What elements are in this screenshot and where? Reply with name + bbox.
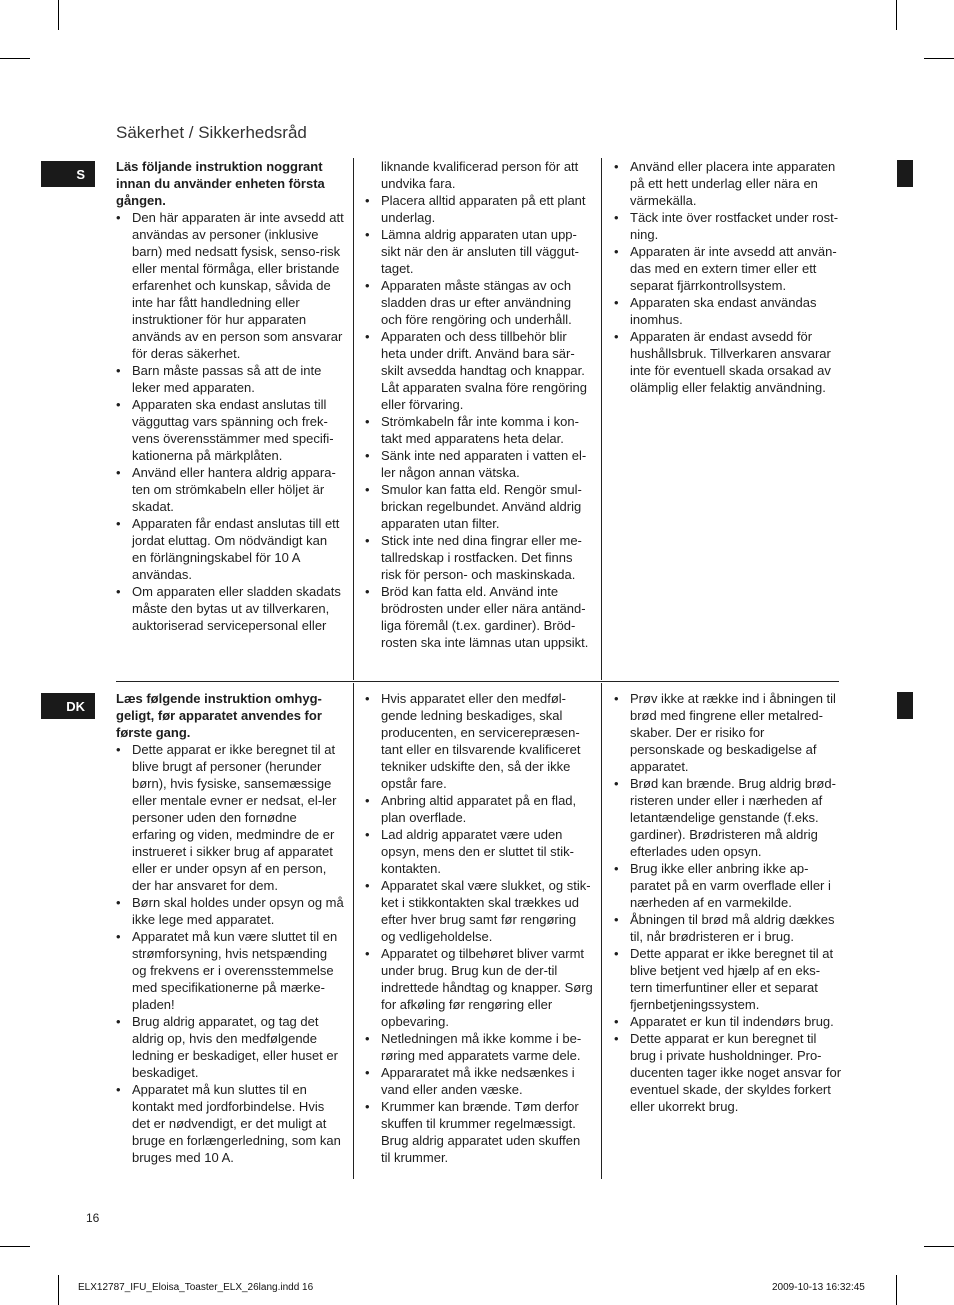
list-item: • Om apparaten eller sladden skadats måste den bytas ut av tillverkaren, auktoriserad servicepersonal eller — [116, 584, 341, 633]
column-divider — [601, 683, 602, 1179]
list-item: • Apparaten måste stängas av och sladden dras ur efter användning och före rengöring och underhåll. — [365, 278, 572, 327]
list-item: • Brød kan brænde. Brug aldrig brød-risteren under eller i nærheden af letantændelige genstande (f.eks. gardiner). Brødristeren må aldrig efterlades uden opsyn. — [614, 776, 836, 859]
page-number: 16 — [86, 1211, 100, 1225]
crop-mark — [58, 0, 59, 30]
column-divider — [353, 683, 354, 1179]
dk-column-3 — [614, 690, 842, 1115]
dk-column-1 — [116, 690, 344, 1166]
list-item: • Apparaten ska endast anslutas till vägguttag vars spänning och frek-vens överensstämmer med specifi-kationerna på märkplåten. — [116, 397, 334, 463]
edge-marker — [897, 160, 913, 187]
dk-intro: Læs følgende instruktion omhyg-geligt, før apparatet anvendes for første gang. — [116, 691, 322, 740]
list-item: • Apparatet skal være slukket, og stik-ket i stikkontakten skal trækkes ud efter hver brug samt før rengøring og vedligeholdelse. — [365, 878, 591, 944]
list-item: • Brug aldrig apparatet, og tag det aldrig op, hvis den medfølgende ledning er beskadiget, eller huset er beskadiget. — [116, 1014, 338, 1080]
language-tab-dk: DK — [41, 693, 95, 719]
page-title: Säkerhet / Sikkerhedsråd — [116, 123, 307, 142]
list-item: • Använd eller placera inte apparaten på ett hett underlag eller nära en värmekälla. — [614, 159, 836, 208]
crop-mark — [924, 58, 954, 59]
list-item: • Dette apparat er ikke beregnet til at blive brugt af personer (herunder børn), hvis fysiske, sansemæssige eller mentale evner er nedsat, el-ler personer uden den fornødne erfaring og viden, medmindre de er instrueret i sikker brug af apparatet eller er under opsyn af en person, der har ansvaret for dem. — [116, 742, 337, 893]
list-item: • Apparatet er kun til indendørs brug. — [614, 1014, 834, 1029]
sv-intro: Läs följande instruktion noggrant innan du använder enheten första gången. — [116, 159, 325, 208]
sv-column-2 — [365, 158, 593, 651]
list-item: • Stick inte ned dina fingrar eller me-tallredskap i rostfacken. Det finns risk för person- och maskinskada. — [365, 533, 582, 582]
crop-mark — [896, 0, 897, 30]
list-item: • Barn måste passas så att de inte leker med apparaten. — [116, 363, 322, 395]
sv-column-1 — [116, 158, 344, 634]
crop-mark — [0, 1246, 30, 1247]
crop-mark — [896, 1275, 897, 1305]
list-item: • Netledningen må ikke komme i be-røring med apparatets varme dele. — [365, 1031, 582, 1063]
list-item: • Apparaten får endast anslutas till ett jordat eluttag. Om nödvändigt kan en förlängningskabel för 10 A användas. — [116, 516, 340, 582]
sv-continuation: liknande kvalificerad person för att undvika fara. — [381, 159, 579, 191]
list-item: • Krummer kan brænde. Tøm derfor skuffen til krummer regelmæssigt. Brug aldrig apparatet uden skuffen til krummer. — [365, 1099, 581, 1165]
list-item: • Placera alltid apparaten på ett plant underlag. — [365, 193, 586, 225]
list-item: • Anbring altid apparatet på en flad, plan overflade. — [365, 793, 577, 825]
list-item: • Lämna aldrig apparaten utan upp-sikt när den är ansluten till väggut-taget. — [365, 227, 579, 276]
language-tab-sv: S — [41, 161, 95, 187]
list-item: • Apparaten är endast avsedd för hushållsbruk. Tillverkaren ansvarar inte för eventuell skada orsakad av olämplig eller felaktig användning. — [614, 329, 831, 395]
list-item: • Apparatet og tilbehøret bliver varmt under brug. Brug kun de der-til indrettede håndtag og knapper. Sørg for afkøling før rengøring eller opbevaring. — [365, 946, 593, 1029]
list-item: • Strömkabeln får inte komma i kon-takt med apparatens heta delar. — [365, 414, 579, 446]
footer-file-info: ELX12787_IFU_Eloisa_Toaster_ELX_26lang.indd 16 — [78, 1282, 314, 1293]
section-divider — [116, 681, 839, 682]
footer-timestamp: 2009-10-13 16:32:45 — [772, 1282, 865, 1293]
column-divider — [353, 158, 354, 680]
crop-mark — [58, 1275, 59, 1305]
list-item: • Børn skal holdes under opsyn og må ikke lege med apparatet. — [116, 895, 344, 927]
list-item: • Appararatet må ikke nedsænkes i vand eller anden væske. — [365, 1065, 575, 1097]
list-item: • Apparatet må kun sluttes til en kontakt med jordforbindelse. Hvis det er nødvendigt, er det muligt at bruge en forlængerledning, som kan bruges med 10 A. — [116, 1082, 341, 1165]
crop-mark — [0, 58, 30, 59]
list-item: • Använd eller hantera aldrig appara-ten om strömkabeln eller höljet är skadat. — [116, 465, 336, 514]
list-item: • Apparatet må kun være sluttet til en strømforsyning, hvis netspænding og frekvens er i overensstemmelse med specifikationerne på mærke-pladen! — [116, 929, 338, 1012]
dk-column-2 — [365, 690, 593, 1166]
list-item: • Hvis apparatet eller den medføl-gende ledning beskadiges, skal producenten, en servicerepræsen-tant eller en tilsvarende kvalificeret tekniker udskifte den, så der ikke opstår fare. — [365, 691, 581, 791]
list-item: • Apparaten och dess tillbehör blir heta under drift. Använd bara sär-skilt avsedda handtag och knappar. Låt apparaten svalna före rengöring eller förvaring. — [365, 329, 587, 412]
list-item: • Smulor kan fatta eld. Rengör smul-brickan regelbundet. Använd aldrig apparaten utan filter. — [365, 482, 582, 531]
list-item: • Åbningen til brød må aldrig dækkes til, når brødristeren er i brug. — [614, 912, 835, 944]
list-item: • Täck inte över rostfacket under rost-ning. — [614, 210, 839, 242]
list-item: • Bröd kan fatta eld. Använd inte brödrosten under eller nära antänd-liga föremål (t.ex. gardiner). Bröd-rosten ska inte lämnas utan uppsikt. — [365, 584, 589, 650]
list-item: • Sänk inte ned apparaten i vatten el-ler någon annan vätska. — [365, 448, 587, 480]
list-item: • Apparaten ska endast användas inomhus. — [614, 295, 817, 327]
sv-column-3 — [614, 158, 842, 396]
list-item: • Prøv ikke at række ind i åbningen til brød med fingrene eller metalred-skaber. Der er risiko for personskade og beskadigelse af apparatet. — [614, 691, 836, 774]
list-item: • Apparaten är inte avsedd att använ-das med en extern timer eller ett separat fjärrkontrollsystem. — [614, 244, 837, 293]
list-item: • Lad aldrig apparatet være uden opsyn, mens den er sluttet til stik-kontakten. — [365, 827, 574, 876]
list-item: • Dette apparat er kun beregnet til brug i private husholdninger. Pro-ducenten tager ikke noget ansvar for eventuel skade, der skyldes forkert eller ukorrekt brug. — [614, 1031, 842, 1114]
crop-mark — [924, 1246, 954, 1247]
list-item: • Brug ikke eller anbring ikke ap-paratet på en varm overflade eller i nærheden af en varmekilde. — [614, 861, 831, 910]
edge-marker — [897, 692, 913, 719]
list-item: • Den här apparaten är inte avsedd att användas av personer (inklusive barn) med nedsatt fysisk, senso-risk eller mental förmåga, eller bristande erfarenhet och kunskap, såvida de inte har fått handledning eller instruktioner för hur apparaten används av en person som ansvarar för deras säkerhet. — [116, 210, 344, 361]
list-item: • Dette apparat er ikke beregnet til at blive betjent ved hjælp af en eks-tern timerfuntiner eller et separat fjernbetjeningssystem. — [614, 946, 834, 1012]
column-divider — [601, 158, 602, 680]
